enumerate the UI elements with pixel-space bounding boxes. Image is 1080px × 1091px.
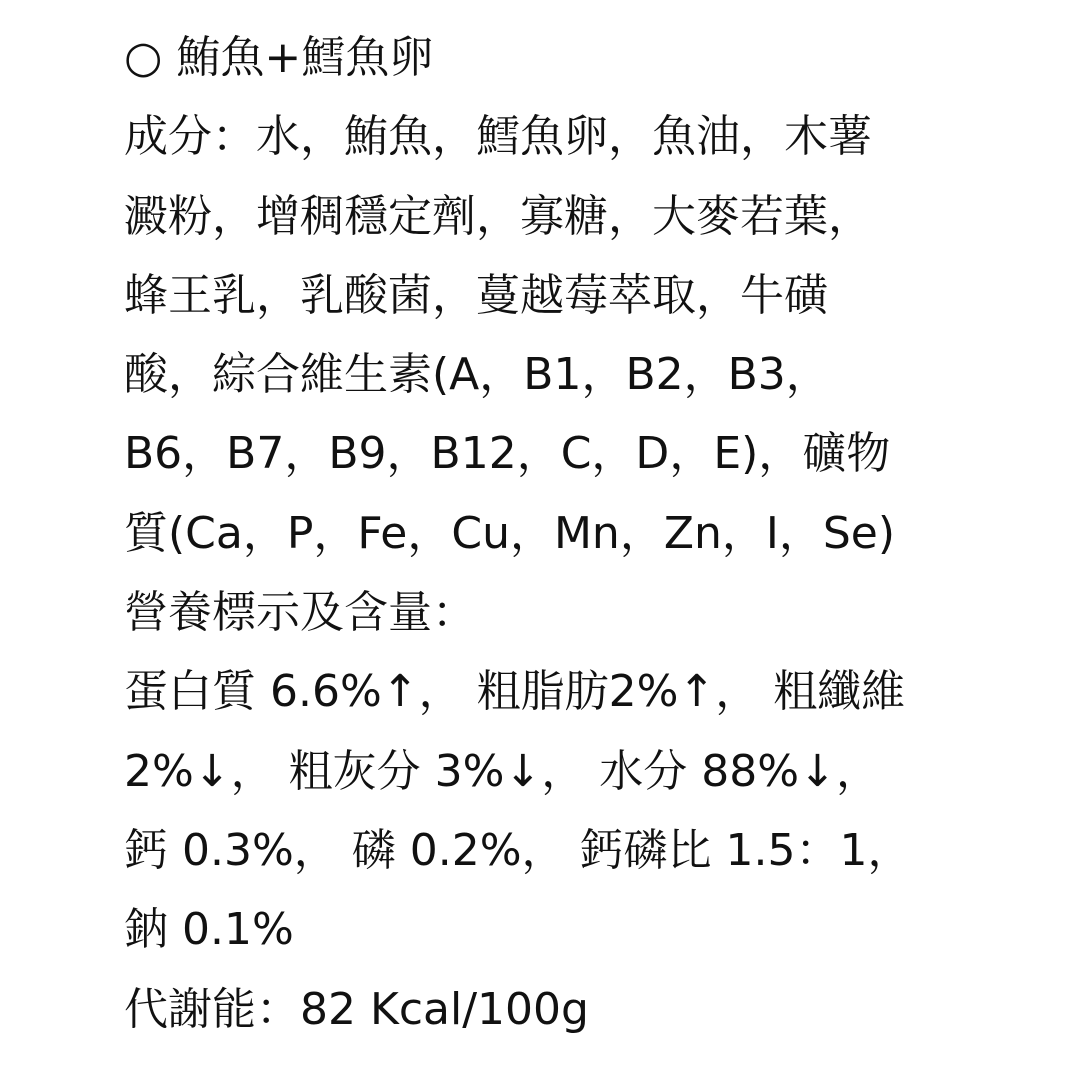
nutrition-line-4: 鈉 0.1% xyxy=(124,904,294,956)
nutrition-line-3: 鈣 0.3%， 磷 0.2%， 鈣磷比 1.5：1， xyxy=(124,824,912,876)
ingredients-line-1: 成分：水，鮪魚，鱈魚卵，魚油，木薯 xyxy=(124,111,872,163)
ingredient-text-block xyxy=(124,18,954,1049)
ingredients-line-3: 蜂王乳，乳酸菌，蔓越莓萃取，牛磺 xyxy=(124,269,828,321)
ingredients-line-5: B6，B7，B9，B12，C，D，E)，礦物 xyxy=(124,428,891,480)
ingredients-line-4: 酸，綜合維生素(A，B1，B2，B3， xyxy=(124,349,830,401)
ingredients-line-6: 質(Ca，P，Fe，Cu，Mn，Zn，I，Se) xyxy=(124,507,895,559)
nutrition-line-1: 蛋白質 6.6%↑， 粗脂肪2%↑， 粗纖維 xyxy=(124,666,906,718)
nutrition-heading: 營養標示及含量： xyxy=(124,587,476,639)
nutrition-line-2: 2%↓， 粗灰分 3%↓， 水分 88%↓， xyxy=(124,745,880,797)
ingredients-line-2: 澱粉，增稠穩定劑，寡糖，大麥若葉， xyxy=(124,190,872,242)
metabolic-energy-line: 代謝能：82 Kcal/100g xyxy=(124,983,589,1035)
product-title-line: ○ 鮪魚+鱈魚卵 xyxy=(124,32,434,83)
